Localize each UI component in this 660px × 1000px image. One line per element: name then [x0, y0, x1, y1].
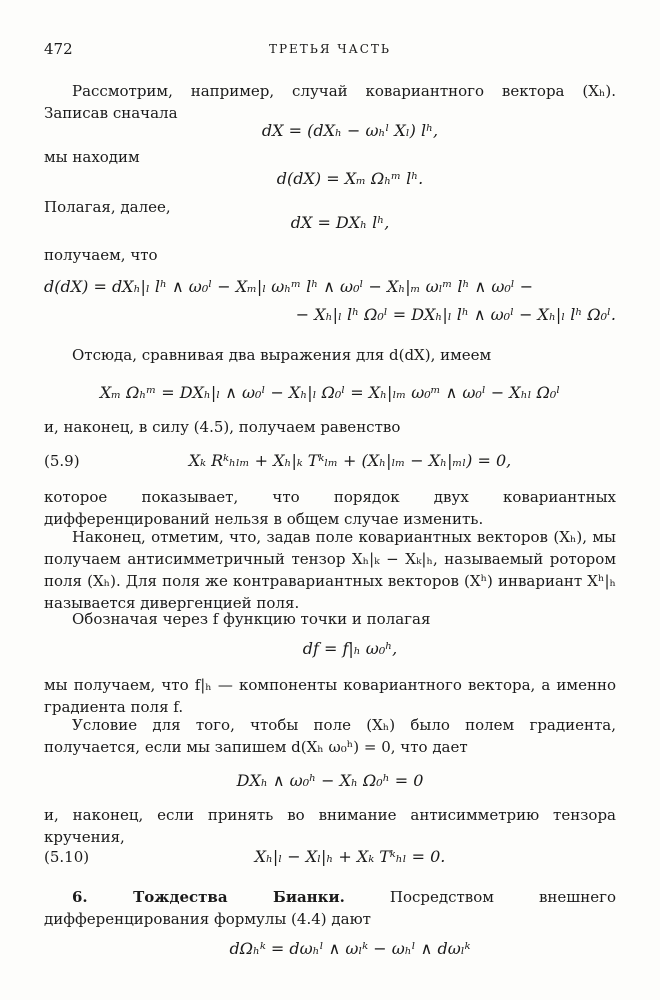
equation-7: df = f|ₕ ω₀ʰ,	[302, 639, 398, 658]
equation-2: d(dX) = Xₘ Ωₕᵐ lʰ.	[276, 169, 424, 188]
section-title: 6. Тождества Бианки.	[72, 888, 345, 906]
equation-5: Xₘ Ωₕᵐ = DXₕ|ₗ ∧ ω₀ˡ − Xₕ|ₗ Ω₀ˡ = Xₕ|ₗₘ ω₀ᵐ ∧ ω₀ˡ − Xₕₗ Ω₀ˡ	[99, 383, 561, 402]
equation-4b: − Xₕ|ₗ lʰ Ω₀ˡ = DXₕ|ₗ lʰ ∧ ω₀ˡ − Xₕ|ₗ lʰ Ω₀ˡ.	[295, 305, 616, 324]
paragraph-1: Рассмотрим, например, случай ковариантного вектора (Xₕ). Записав сначала	[44, 82, 616, 122]
equation-3: dX = DXₕ lʰ,	[290, 213, 390, 232]
paragraph-7: которое показывает, что порядок двух ковариантных дифференцирований нельзя в общем случае изменить.	[44, 488, 616, 528]
equation-10: dΩₕᵏ = dωₕˡ ∧ ωₗᵏ − ωₕˡ ∧ dωₗᵏ	[229, 939, 471, 958]
paragraph-13	[44, 886, 616, 930]
page-number: 472	[44, 40, 73, 58]
paragraph-13-text: Посредством внешнего дифференцирования формулы (4.4) дают	[44, 888, 616, 928]
equation-number-5-9: (5.9)	[44, 452, 80, 470]
paragraph-8: Наконец, отметим, что, задав поле ковариантных векторов (Xₕ), мы получаем антисимметричный тензор Xₕ|ₖ − Xₖ|ₕ, называемый ротором поля (Xₕ). Для поля же контравариантных векторов (Xʰ) инвариант Xʰ|ₕ называется дивергенцией поля.	[44, 528, 616, 612]
page-header	[44, 40, 616, 60]
running-head: ТРЕТЬЯ ЧАСТЬ	[268, 42, 392, 56]
equation-9: Xₕ|ₗ − Xₗ|ₕ + Xₖ Tᵏₕₗ = 0.	[254, 847, 446, 866]
paragraph-6: и, наконец, в силу (4.5), получаем равенство	[44, 418, 401, 436]
equation-4a: d(dX) = dXₕ|ₗ lʰ ∧ ω₀ˡ − Xₘ|ₗ ωₕᵐ lʰ ∧ ω₀ˡ − Xₕ|ₘ ωₗᵐ lʰ ∧ ω₀ˡ −	[44, 277, 534, 296]
paragraph-9: Обозначая через f функцию точки и полагая	[72, 610, 431, 628]
equation-8: DXₕ ∧ ω₀ʰ − Xₕ Ω₀ʰ = 0	[236, 771, 424, 790]
paragraph-3: Полагая, далее,	[44, 198, 171, 216]
paragraph-12: и, наконец, если принять во внимание антисимметрию тензора кручения,	[44, 806, 616, 846]
paragraph-5: Отсюда, сравнивая два выражения для d(dX), имеем	[72, 346, 492, 364]
paragraph-2: мы находим	[44, 148, 140, 166]
equation-6: Xₖ Rᵏₕₗₘ + Xₕ|ₖ Tᵏₗₘ + (Xₕ|ₗₘ − Xₕ|ₘₗ) = 0,	[188, 451, 512, 470]
equation-1: dX = (dXₕ − ωₕˡ Xₗ) lʰ,	[261, 121, 439, 140]
paragraph-10: мы получаем, что f|ₕ — компоненты ковариантного вектора, а именно градиента поля f.	[44, 676, 616, 716]
paragraph-11: Условие для того, чтобы поле (Xₕ) было полем градиента, получается, если мы запишем d(Xₕ ω₀ʰ) = 0, что дает	[44, 716, 616, 756]
equation-number-5-10: (5.10)	[44, 848, 90, 866]
paragraph-4: получаем, что	[44, 246, 158, 264]
